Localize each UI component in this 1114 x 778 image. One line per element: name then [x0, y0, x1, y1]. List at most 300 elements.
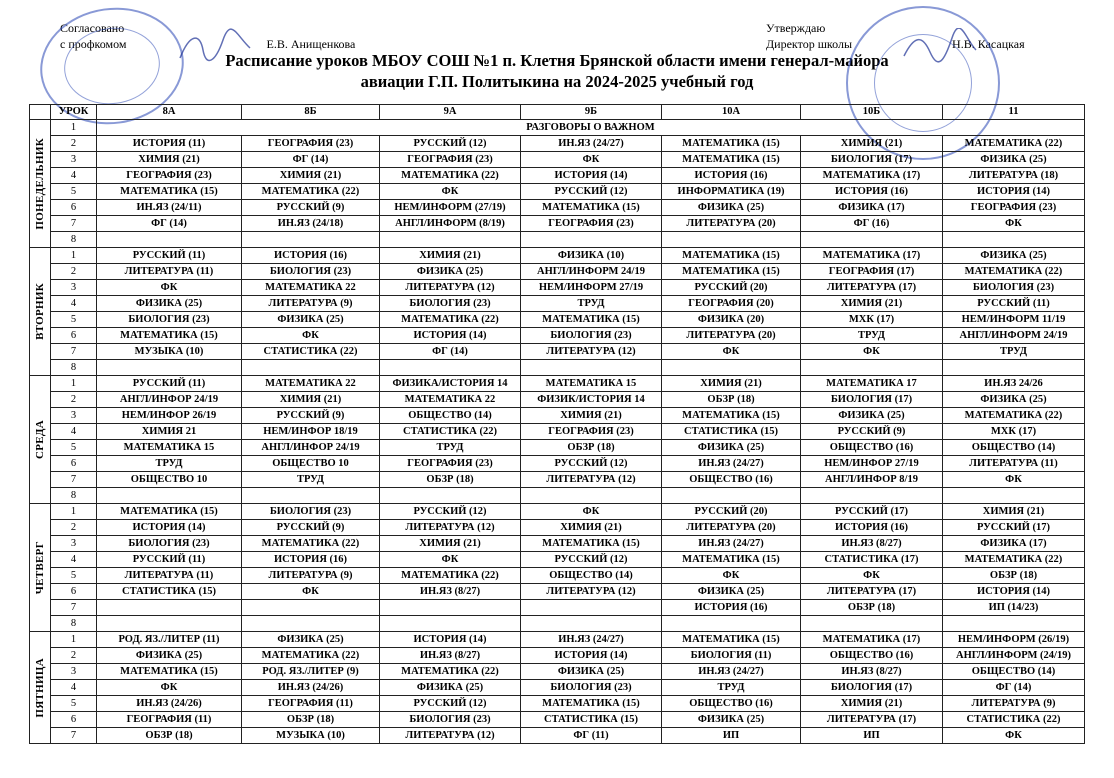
lesson-cell — [242, 232, 380, 248]
lesson-number: 7 — [51, 344, 97, 360]
table-row — [30, 168, 1085, 184]
lesson-cell: ТРУД — [521, 296, 662, 312]
lesson-cell: ИН.ЯЗ (8/27) — [380, 648, 521, 664]
table-row — [30, 648, 1085, 664]
lesson-number: 6 — [51, 200, 97, 216]
lesson-cell — [521, 616, 662, 632]
lesson-cell — [801, 616, 943, 632]
lesson-cell: ЛИТЕРАТУРА (20) — [662, 328, 801, 344]
lesson-cell: МАТЕМАТИКА (22) — [380, 312, 521, 328]
lesson-cell — [801, 360, 943, 376]
approval-role: с профкомом — [60, 37, 127, 51]
lesson-cell: ОБЗР (18) — [97, 728, 242, 744]
lesson-cell: ОБЩЕСТВО (14) — [943, 440, 1085, 456]
lesson-cell: ЛИТЕРАТУРА (17) — [801, 712, 943, 728]
lesson-cell: ОБЩЕСТВО (16) — [662, 696, 801, 712]
lesson-cell: ИН.ЯЗ 24/26 — [943, 376, 1085, 392]
lesson-cell: БИОЛОГИЯ (17) — [801, 392, 943, 408]
lesson-cell: МУЗЫКА (10) — [97, 344, 242, 360]
header-row — [30, 105, 1085, 120]
lesson-cell — [521, 600, 662, 616]
lesson-cell: ФИЗИКА (25) — [801, 408, 943, 424]
lesson-cell: ГЕОГРАФИЯ (23) — [380, 152, 521, 168]
lesson-cell: ИСТОРИЯ (14) — [943, 584, 1085, 600]
lesson-cell: ИСТОРИЯ (14) — [521, 168, 662, 184]
table-row — [30, 328, 1085, 344]
lesson-number: 6 — [51, 456, 97, 472]
table-row — [30, 312, 1085, 328]
lesson-cell: МАТЕМАТИКА (15) — [97, 504, 242, 520]
lesson-number: 3 — [51, 280, 97, 296]
lesson-cell: СТАТИСТИКА (22) — [380, 424, 521, 440]
lesson-cell: ХИМИЯ (21) — [242, 168, 380, 184]
lesson-cell: МАТЕМАТИКА (17) — [801, 632, 943, 648]
lesson-cell: МАТЕМАТИКА 15 — [97, 440, 242, 456]
lesson-cell — [380, 232, 521, 248]
lesson-cell: ИП — [662, 728, 801, 744]
lesson-cell: НЕМ/ИНФОРМ (26/19) — [943, 632, 1085, 648]
lesson-cell: ЛИТЕРАТУРА (12) — [380, 280, 521, 296]
lesson-cell — [662, 360, 801, 376]
table-row — [30, 408, 1085, 424]
lesson-cell: ОБЗР (18) — [242, 712, 380, 728]
table-row — [30, 232, 1085, 248]
lesson-cell: МХК (17) — [801, 312, 943, 328]
lesson-cell: НЕМ/ИНФОРМ 27/19 — [521, 280, 662, 296]
lesson-number: 2 — [51, 264, 97, 280]
lesson-cell: ГЕОГРАФИЯ (23) — [521, 424, 662, 440]
lesson-number: 2 — [51, 136, 97, 152]
lesson-number: 6 — [51, 712, 97, 728]
header-left — [60, 20, 355, 52]
lesson-cell — [801, 488, 943, 504]
lesson-cell: ЛИТЕРАТУРА (20) — [662, 520, 801, 536]
lesson-cell — [242, 488, 380, 504]
table-row — [30, 440, 1085, 456]
lesson-cell: ХИМИЯ (21) — [97, 152, 242, 168]
lesson-cell: МАТЕМАТИКА (15) — [97, 328, 242, 344]
lesson-cell: ФК — [97, 280, 242, 296]
lesson-cell: МАТЕМАТИКА (15) — [662, 408, 801, 424]
lesson-cell: РУССКИЙ (12) — [380, 696, 521, 712]
approval-name: Е.В. Анищенкова — [266, 37, 356, 51]
lesson-cell: ФИЗИКА (25) — [662, 712, 801, 728]
lesson-cell: ХИМИЯ (21) — [380, 248, 521, 264]
lesson-cell: БИОЛОГИЯ (23) — [521, 328, 662, 344]
lesson-cell: РУССКИЙ (9) — [242, 408, 380, 424]
lesson-cell: БИОЛОГИЯ (23) — [242, 264, 380, 280]
lesson-cell — [801, 232, 943, 248]
schedule-table — [29, 104, 1085, 744]
lesson-cell: ОБЗР (18) — [801, 600, 943, 616]
lesson-number: 7 — [51, 216, 97, 232]
lesson-cell: НЕМ/ИНФОР 18/19 — [242, 424, 380, 440]
director-name: Н.В. Касацкая — [952, 37, 1025, 51]
class-column-header: 10Б — [801, 105, 943, 120]
lesson-cell: ФГ (14) — [380, 344, 521, 360]
lesson-cell: ФГ (14) — [943, 680, 1085, 696]
lesson-cell: ИСТОРИЯ (14) — [943, 184, 1085, 200]
lesson-cell: ИН.ЯЗ (8/27) — [380, 584, 521, 600]
lesson-cell: АНГЛ/ИНФОР 24/19 — [242, 440, 380, 456]
lesson-number: 8 — [51, 232, 97, 248]
lesson-cell: АНГЛ/ИНФОРМ (24/19) — [943, 648, 1085, 664]
lesson-cell: ФИЗИКА (17) — [943, 536, 1085, 552]
lesson-cell: ЛИТЕРАТУРА (9) — [242, 296, 380, 312]
lesson-cell: ОБЗР (18) — [662, 392, 801, 408]
lesson-cell: СТАТИСТИКА (15) — [521, 712, 662, 728]
lesson-cell: ФИЗИКА (25) — [242, 312, 380, 328]
lesson-cell: ЛИТЕРАТУРА (17) — [801, 584, 943, 600]
lesson-cell: ГЕОГРАФИЯ (23) — [521, 216, 662, 232]
corner-cell — [30, 105, 51, 120]
lesson-cell: ИСТОРИЯ (16) — [242, 248, 380, 264]
lesson-cell: ЛИТЕРАТУРА (12) — [521, 584, 662, 600]
lesson-cell: ХИМИЯ (21) — [801, 296, 943, 312]
lesson-cell: ХИМИЯ (21) — [242, 392, 380, 408]
lesson-cell: ФИЗИКА (25) — [943, 248, 1085, 264]
lesson-cell: ИН.ЯЗ (24/27) — [662, 664, 801, 680]
lesson-cell: ЛИТЕРАТУРА (12) — [380, 728, 521, 744]
lesson-cell: ФИЗИКА (25) — [97, 648, 242, 664]
lesson-cell: РУССКИЙ (20) — [662, 280, 801, 296]
lesson-cell: ФИЗИКА (25) — [662, 200, 801, 216]
lesson-cell: ИНФОРМАТИКА (19) — [662, 184, 801, 200]
lesson-cell: ФК — [662, 344, 801, 360]
lesson-cell: ИСТОРИЯ (14) — [380, 632, 521, 648]
lesson-number: 5 — [51, 184, 97, 200]
lesson-cell: ФГ (14) — [97, 216, 242, 232]
lesson-number: 1 — [51, 248, 97, 264]
lesson-number: 1 — [51, 504, 97, 520]
lesson-cell: ФИЗИКА (25) — [662, 440, 801, 456]
lesson-cell: РУССКИЙ (12) — [521, 184, 662, 200]
lesson-cell: ЛИТЕРАТУРА (20) — [662, 216, 801, 232]
table-row — [30, 248, 1085, 264]
lesson-cell: МАТЕМАТИКА (22) — [380, 664, 521, 680]
lesson-cell — [662, 616, 801, 632]
lesson-number: 5 — [51, 312, 97, 328]
confirm-label: Утверждаю — [766, 21, 826, 35]
lesson-cell: РУССКИЙ (11) — [943, 296, 1085, 312]
lesson-cell: МАТЕМАТИКА 22 — [242, 376, 380, 392]
lesson-cell — [97, 488, 242, 504]
lesson-cell: ИСТОРИЯ (14) — [97, 520, 242, 536]
lesson-cell: ФК — [521, 152, 662, 168]
day-label — [30, 504, 51, 632]
table-row — [30, 728, 1085, 744]
lesson-cell: РУССКИЙ (9) — [242, 520, 380, 536]
lesson-cell: БИОЛОГИЯ (17) — [801, 152, 943, 168]
lesson-cell: ТРУД — [662, 680, 801, 696]
table-row — [30, 424, 1085, 440]
lesson-cell: ФК — [242, 328, 380, 344]
lesson-cell: ОБЗР (18) — [943, 568, 1085, 584]
lesson-cell: ИН.ЯЗ (24/27) — [521, 136, 662, 152]
table-row — [30, 664, 1085, 680]
lesson-cell: ЛИТЕРАТУРА (11) — [97, 264, 242, 280]
lesson-cell: БИОЛОГИЯ (23) — [943, 280, 1085, 296]
lesson-cell: ФК — [943, 216, 1085, 232]
lesson-cell: ОБЩЕСТВО (14) — [380, 408, 521, 424]
lesson-cell: РУССКИЙ (12) — [521, 456, 662, 472]
table-row — [30, 360, 1085, 376]
lesson-cell: МАТЕМАТИКА (22) — [943, 408, 1085, 424]
lesson-cell: ЛИТЕРАТУРА (18) — [943, 168, 1085, 184]
lesson-cell: ФИЗИКА (25) — [662, 584, 801, 600]
table-row — [30, 712, 1085, 728]
lesson-cell: ИН.ЯЗ (8/27) — [801, 536, 943, 552]
lesson-cell: ИН.ЯЗ (24/27) — [662, 456, 801, 472]
lesson-cell — [242, 600, 380, 616]
lesson-cell: МАТЕМАТИКА (17) — [801, 248, 943, 264]
table-row — [30, 456, 1085, 472]
lesson-cell: МАТЕМАТИКА (15) — [521, 696, 662, 712]
lesson-cell: АНГЛ/ИНФОРМ (8/19) — [380, 216, 521, 232]
lesson-cell: МАТЕМАТИКА (22) — [242, 536, 380, 552]
lesson-cell: ФК — [380, 552, 521, 568]
table-row — [30, 184, 1085, 200]
table-row — [30, 552, 1085, 568]
lesson-cell: ИП (14/23) — [943, 600, 1085, 616]
lesson-cell: МАТЕМАТИКА (15) — [662, 136, 801, 152]
lesson-cell: ЛИТЕРАТУРА (12) — [521, 472, 662, 488]
lesson-cell: РУССКИЙ (11) — [97, 248, 242, 264]
table-row — [30, 152, 1085, 168]
lesson-number: 7 — [51, 728, 97, 744]
lesson-cell: МАТЕМАТИКА (22) — [943, 264, 1085, 280]
table-row — [30, 632, 1085, 648]
lesson-cell: ГЕОГРАФИЯ (23) — [242, 136, 380, 152]
lesson-cell: МАТЕМАТИКА (15) — [662, 264, 801, 280]
lesson-cell — [97, 600, 242, 616]
lesson-cell: ТРУД — [943, 344, 1085, 360]
lesson-cell: ИН.ЯЗ (24/26) — [242, 680, 380, 696]
lesson-cell: МАТЕМАТИКА (15) — [662, 248, 801, 264]
lesson-cell: ОБЗР (18) — [521, 440, 662, 456]
lesson-cell: МАТЕМАТИКА (15) — [521, 312, 662, 328]
lesson-cell: РУССКИЙ (9) — [801, 424, 943, 440]
lesson-cell: ОБЩЕСТВО (14) — [943, 664, 1085, 680]
lesson-number: 4 — [51, 168, 97, 184]
lesson-cell: ФК — [380, 184, 521, 200]
lesson-cell: РУССКИЙ (17) — [943, 520, 1085, 536]
lesson-cell: ТРУД — [97, 456, 242, 472]
lesson-cell: АНГЛ/ИНФОР 24/19 — [97, 392, 242, 408]
class-column-header: 9Б — [521, 105, 662, 120]
lesson-number: 1 — [51, 632, 97, 648]
table-row — [30, 376, 1085, 392]
lesson-cell: ЛИТЕРАТУРА (11) — [97, 568, 242, 584]
lesson-cell: РУССКИЙ (20) — [662, 504, 801, 520]
lesson-cell: ФИЗИКА (10) — [521, 248, 662, 264]
lesson-cell: БИОЛОГИЯ (23) — [242, 504, 380, 520]
table-row — [30, 600, 1085, 616]
lesson-cell: ХИМИЯ (21) — [662, 376, 801, 392]
lesson-cell: ГЕОГРАФИЯ (23) — [97, 168, 242, 184]
lesson-cell: МАТЕМАТИКА 15 — [521, 376, 662, 392]
lesson-cell: МАТЕМАТИКА 22 — [380, 392, 521, 408]
lesson-cell: ИСТОРИЯ (16) — [662, 600, 801, 616]
lesson-cell: СТАТИСТИКА (15) — [662, 424, 801, 440]
lesson-cell: ИСТОРИЯ (14) — [521, 648, 662, 664]
lesson-cell — [380, 488, 521, 504]
lesson-column-header: УРОК — [51, 105, 97, 120]
lesson-cell: РУССКИЙ (12) — [521, 552, 662, 568]
lesson-number: 2 — [51, 520, 97, 536]
lesson-cell: РУССКИЙ (11) — [97, 552, 242, 568]
lesson-cell: БИОЛОГИЯ (17) — [801, 680, 943, 696]
merged-lesson-cell: РАЗГОВОРЫ О ВАЖНОМ — [97, 120, 1085, 136]
lesson-cell: ФИЗИКА (17) — [801, 200, 943, 216]
lesson-cell: БИОЛОГИЯ (11) — [662, 648, 801, 664]
lesson-cell: ОБЩЕСТВО (16) — [662, 472, 801, 488]
table-row — [30, 280, 1085, 296]
lesson-number: 1 — [51, 376, 97, 392]
lesson-number: 7 — [51, 600, 97, 616]
table-row — [30, 584, 1085, 600]
lesson-cell: ФК — [943, 728, 1085, 744]
table-row — [30, 504, 1085, 520]
lesson-cell: ФК — [97, 680, 242, 696]
table-row — [30, 520, 1085, 536]
lesson-cell: ЛИТЕРАТУРА (17) — [801, 280, 943, 296]
lesson-cell: ИСТОРИЯ (16) — [662, 168, 801, 184]
lesson-cell: МАТЕМАТИКА (15) — [521, 536, 662, 552]
lesson-cell: ФИЗИКА (25) — [521, 664, 662, 680]
lesson-cell — [97, 232, 242, 248]
lesson-cell — [380, 360, 521, 376]
lesson-cell: МАТЕМАТИКА 22 — [242, 280, 380, 296]
lesson-cell: ФИЗИКА/ИСТОРИЯ 14 — [380, 376, 521, 392]
lesson-cell: ИН.ЯЗ (8/27) — [801, 664, 943, 680]
table-row — [30, 616, 1085, 632]
lesson-cell: АНГЛ/ИНФОРМ 24/19 — [943, 328, 1085, 344]
lesson-cell: ФИЗИКА (25) — [943, 392, 1085, 408]
director-role: Директор школы — [766, 37, 853, 51]
lesson-cell: ФИЗИКА (25) — [943, 152, 1085, 168]
day-name: ЧЕТВЕРГ — [34, 540, 46, 595]
lesson-cell — [380, 600, 521, 616]
lesson-cell: МАТЕМАТИКА (22) — [943, 552, 1085, 568]
lesson-cell — [943, 232, 1085, 248]
approval-label: Согласовано — [60, 21, 125, 35]
lesson-number: 1 — [51, 120, 97, 136]
lesson-cell — [242, 616, 380, 632]
day-name: ПОНЕДЕЛЬНИК — [34, 137, 46, 230]
lesson-number: 8 — [51, 616, 97, 632]
lesson-cell: СТАТИСТИКА (22) — [242, 344, 380, 360]
lesson-cell: МАТЕМАТИКА (15) — [662, 632, 801, 648]
lesson-cell: ОБЩЕСТВО 10 — [97, 472, 242, 488]
table-row — [30, 472, 1085, 488]
lesson-number: 5 — [51, 568, 97, 584]
lesson-cell: ИП — [801, 728, 943, 744]
table-row — [30, 296, 1085, 312]
lesson-cell: ФК — [801, 568, 943, 584]
lesson-cell: СТАТИСТИКА (17) — [801, 552, 943, 568]
lesson-cell: РОД. ЯЗ./ЛИТЕР (11) — [97, 632, 242, 648]
lesson-cell: ХИМИЯ (21) — [943, 504, 1085, 520]
lesson-number: 5 — [51, 696, 97, 712]
lesson-cell: МАТЕМАТИКА (22) — [380, 568, 521, 584]
lesson-cell: МАТЕМАТИКА (15) — [662, 552, 801, 568]
lesson-cell: БИОЛОГИЯ (23) — [97, 312, 242, 328]
lesson-cell — [662, 232, 801, 248]
lesson-cell: ФК — [242, 584, 380, 600]
lesson-cell: ГЕОГРАФИЯ (17) — [801, 264, 943, 280]
lesson-cell: МАТЕМАТИКА 17 — [801, 376, 943, 392]
lesson-cell — [521, 360, 662, 376]
table-row — [30, 392, 1085, 408]
lesson-cell: ОБЩЕСТВО 10 — [242, 456, 380, 472]
lesson-cell: БИОЛОГИЯ (23) — [521, 680, 662, 696]
lesson-cell: РУССКИЙ (9) — [242, 200, 380, 216]
lesson-cell: МАТЕМАТИКА (22) — [943, 136, 1085, 152]
lesson-cell: ФГ (14) — [242, 152, 380, 168]
day-label — [30, 376, 51, 504]
lesson-cell: ФИЗИКА (20) — [662, 312, 801, 328]
lesson-cell: ИН.ЯЗ (24/11) — [97, 200, 242, 216]
lesson-cell: ФИЗИКА (25) — [380, 264, 521, 280]
lesson-cell: ГЕОГРАФИЯ (23) — [380, 456, 521, 472]
table-row — [30, 264, 1085, 280]
lesson-cell: МАТЕМАТИКА (15) — [521, 200, 662, 216]
lesson-cell — [943, 616, 1085, 632]
day-name: ПЯТНИЦА — [34, 657, 46, 718]
lesson-cell: ИСТОРИЯ (16) — [801, 184, 943, 200]
lesson-cell: ГЕОГРАФИЯ (23) — [943, 200, 1085, 216]
lesson-number: 3 — [51, 536, 97, 552]
lesson-cell: РУССКИЙ (17) — [801, 504, 943, 520]
lesson-cell: РОД. ЯЗ./ЛИТЕР (9) — [242, 664, 380, 680]
lesson-number: 3 — [51, 664, 97, 680]
lesson-cell: ФГ (16) — [801, 216, 943, 232]
lesson-cell: ИСТОРИЯ (14) — [380, 328, 521, 344]
lesson-cell — [521, 232, 662, 248]
class-column-header: 11 — [943, 105, 1085, 120]
lesson-number: 4 — [51, 424, 97, 440]
lesson-cell: ОБЩЕСТВО (16) — [801, 648, 943, 664]
lesson-cell: АНГЛ/ИНФОР 8/19 — [801, 472, 943, 488]
title-line-1: Расписание уроков МБОУ СОШ №1 п. Клетня Брянской области имени генерал-майора — [225, 51, 889, 70]
lesson-number: 3 — [51, 152, 97, 168]
lesson-cell: ХИМИЯ 21 — [97, 424, 242, 440]
day-label — [30, 120, 51, 248]
table-row — [30, 136, 1085, 152]
page-title — [0, 50, 1114, 92]
lesson-cell: ОБЗР (18) — [380, 472, 521, 488]
class-column-header: 9А — [380, 105, 521, 120]
lesson-cell: БИОЛОГИЯ (23) — [380, 712, 521, 728]
lesson-cell: ФИЗИКА (25) — [97, 296, 242, 312]
header-right — [766, 20, 1025, 52]
lesson-number: 6 — [51, 584, 97, 600]
lesson-cell: ФИЗИКА (25) — [380, 680, 521, 696]
day-label — [30, 632, 51, 744]
table-row — [30, 568, 1085, 584]
lesson-cell: РУССКИЙ (11) — [97, 376, 242, 392]
lesson-number: 6 — [51, 328, 97, 344]
table-row — [30, 488, 1085, 504]
lesson-cell: БИОЛОГИЯ (23) — [380, 296, 521, 312]
lesson-cell — [521, 488, 662, 504]
lesson-cell: ХИМИЯ (21) — [521, 520, 662, 536]
lesson-cell: МАТЕМАТИКА (15) — [662, 152, 801, 168]
lesson-cell: ФК — [943, 472, 1085, 488]
lesson-cell: ФК — [801, 344, 943, 360]
lesson-number: 8 — [51, 360, 97, 376]
